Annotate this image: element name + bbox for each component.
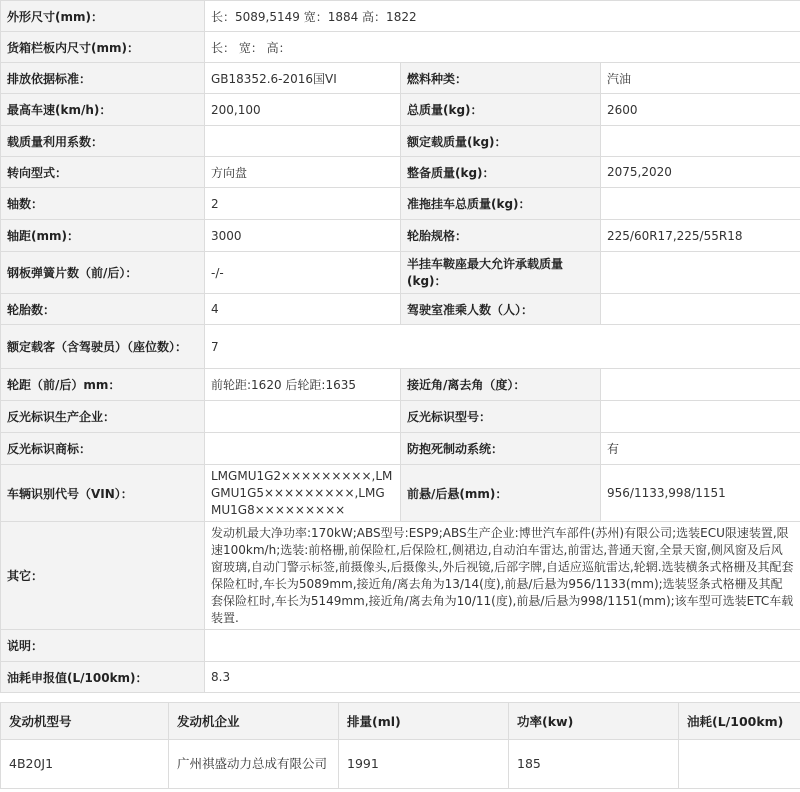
load-utilization-label: 载质量利用系数： [1, 126, 205, 157]
overhang-value: 956/1133,998/1151 [601, 465, 800, 522]
cab-capacity-label: 驾驶室准乘人数（人）： [401, 294, 601, 325]
reflector-model-value [601, 401, 800, 433]
rated-load-label: 额定载质量(kg)： [401, 126, 601, 157]
spec-row-reflector [1, 401, 800, 433]
seat-count-value: 7 [205, 325, 800, 369]
emission-standard-label: 排放依据标准： [1, 63, 205, 94]
reflector-brand-value [205, 433, 401, 465]
cargo-box-label: 货箱栏板内尺寸(mm)： [1, 32, 205, 63]
max-speed-value: 200,100 [205, 94, 401, 126]
spec-row-note [1, 630, 800, 662]
engine-maker-cell: 广州祺盛动力总成有限公司 [169, 740, 339, 789]
engine-fuel-header: 油耗(L/100km) [679, 703, 800, 740]
fuel-type-label: 燃料种类： [401, 63, 601, 94]
leaf-spring-value: -/- [205, 252, 401, 294]
steering-type-value: 方向盘 [205, 157, 401, 188]
engine-table-header [1, 703, 800, 740]
spec-row-dimensions [1, 1, 800, 32]
note-label: 说明： [1, 630, 205, 662]
displacement-cell: 1991 [339, 740, 509, 789]
semi-trailer-load-label: 半挂车鞍座最大允许承载质量(kg)： [401, 252, 601, 294]
power-header: 功率(kw) [509, 703, 679, 740]
spec-row-fuel-consumption [1, 662, 800, 693]
power-cell: 185 [509, 740, 679, 789]
spec-row-cargo [1, 32, 800, 63]
spec-row-spring [1, 252, 800, 294]
reflector-model-label: 反光标识型号： [401, 401, 601, 433]
wheelbase-label: 轴距(mm)： [1, 220, 205, 252]
note-value [205, 630, 800, 662]
fuel-type-value: 汽油 [601, 63, 800, 94]
tyre-count-label: 轮胎数： [1, 294, 205, 325]
curb-mass-value: 2075,2020 [601, 157, 800, 188]
track-width-value: 前轮距:1620 后轮距:1635 [205, 369, 401, 401]
tyre-spec-value: 225/60R17,225/55R18 [601, 220, 800, 252]
steering-type-label: 转向型式： [1, 157, 205, 188]
seat-count-label: 额定载客（含驾驶员）（座位数）： [1, 325, 205, 369]
fuel-consumption-value: 8.3 [205, 662, 800, 693]
spec-row-axles [1, 188, 800, 220]
engine-model-cell: 4B20J1 [1, 740, 169, 789]
reflector-maker-label: 反光标识生产企业： [1, 401, 205, 433]
load-utilization-value [205, 126, 401, 157]
spec-row-vin [1, 465, 800, 522]
semi-trailer-load-value [601, 252, 800, 294]
spec-row-load [1, 126, 800, 157]
trailer-mass-label: 准拖挂车总质量(kg)： [401, 188, 601, 220]
approach-angle-value [601, 369, 800, 401]
spec-row-abs [1, 433, 800, 465]
vin-label: 车辆识别代号（VIN）： [1, 465, 205, 522]
spec-row-wheelbase [1, 220, 800, 252]
overhang-label: 前悬/后悬(mm)： [401, 465, 601, 522]
max-speed-label: 最高车速(km/h)： [1, 94, 205, 126]
displacement-header: 排量(ml) [339, 703, 509, 740]
wheelbase-value: 3000 [205, 220, 401, 252]
spec-row-steering [1, 157, 800, 188]
spec-row-seats [1, 325, 800, 369]
axle-count-label: 轴数： [1, 188, 205, 220]
cab-capacity-value [601, 294, 800, 325]
reflector-brand-label: 反光标识商标： [1, 433, 205, 465]
engine-maker-header: 发动机企业 [169, 703, 339, 740]
other-value: 发动机最大净功率:170kW;ABS型号:ESP9;ABS生产企业:博世汽车部件(苏州)有限公司;选装ECU限速装置,限速100km/h;选装:前格栅,前保险杠,后保险杠,侧裙边,自动泊车雷达,前雷达,普通天窗,全景天窗,侧风窗及后风窗玻璃,自动门警示标签,前摄像头,后摄像头,外后视镜,后部字牌,自适应巡航雷达,轮辋.选装横条式格栅及其配套保险杠时,车长为5089mm,接近角/离去角为13/14(度),前悬/后悬为956/1133(mm);选装竖条式格栅及其配套保险杠时,车长为5149mm,接近角/离去角为10/11(度),前悬/后悬为998/1151(mm);该车型可选装ETC车载装置. [205, 522, 800, 630]
spec-row-track [1, 369, 800, 401]
rated-load-value [601, 126, 800, 157]
trailer-mass-value [601, 188, 800, 220]
vin-value: LMGMU1G2×××××××××,LMGMU1G5×××××××××,LMGMU1G8××××××××× [205, 465, 401, 522]
total-mass-label: 总质量(kg)： [401, 94, 601, 126]
tyre-count-value: 4 [205, 294, 401, 325]
leaf-spring-label: 钢板弹簧片数（前/后）： [1, 252, 205, 294]
dimensions-label: 外形尺寸(mm)： [1, 1, 205, 32]
engine-fuel-cell [679, 740, 800, 789]
abs-value: 有 [601, 433, 800, 465]
cargo-box-value: 长： 宽： 高： [205, 32, 800, 63]
reflector-maker-value [205, 401, 401, 433]
axle-count-value: 2 [205, 188, 401, 220]
emission-standard-value: GB18352.6-2016国VI [205, 63, 401, 94]
spec-row-emission [1, 63, 800, 94]
tyre-spec-label: 轮胎规格： [401, 220, 601, 252]
other-label: 其它： [1, 522, 205, 630]
curb-mass-label: 整备质量(kg)： [401, 157, 601, 188]
spec-row-other [1, 522, 800, 630]
track-width-label: 轮距（前/后）mm： [1, 369, 205, 401]
spec-row-speed [1, 94, 800, 126]
spec-row-tyres [1, 294, 800, 325]
table-row [1, 740, 800, 789]
engine-table [0, 702, 800, 789]
total-mass-value: 2600 [601, 94, 800, 126]
engine-model-header: 发动机型号 [1, 703, 169, 740]
approach-angle-label: 接近角/离去角（度）： [401, 369, 601, 401]
fuel-consumption-label: 油耗申报值(L/100km)： [1, 662, 205, 693]
abs-label: 防抱死制动系统： [401, 433, 601, 465]
dimensions-value: 长：5089,5149 宽：1884 高：1822 [205, 1, 800, 32]
